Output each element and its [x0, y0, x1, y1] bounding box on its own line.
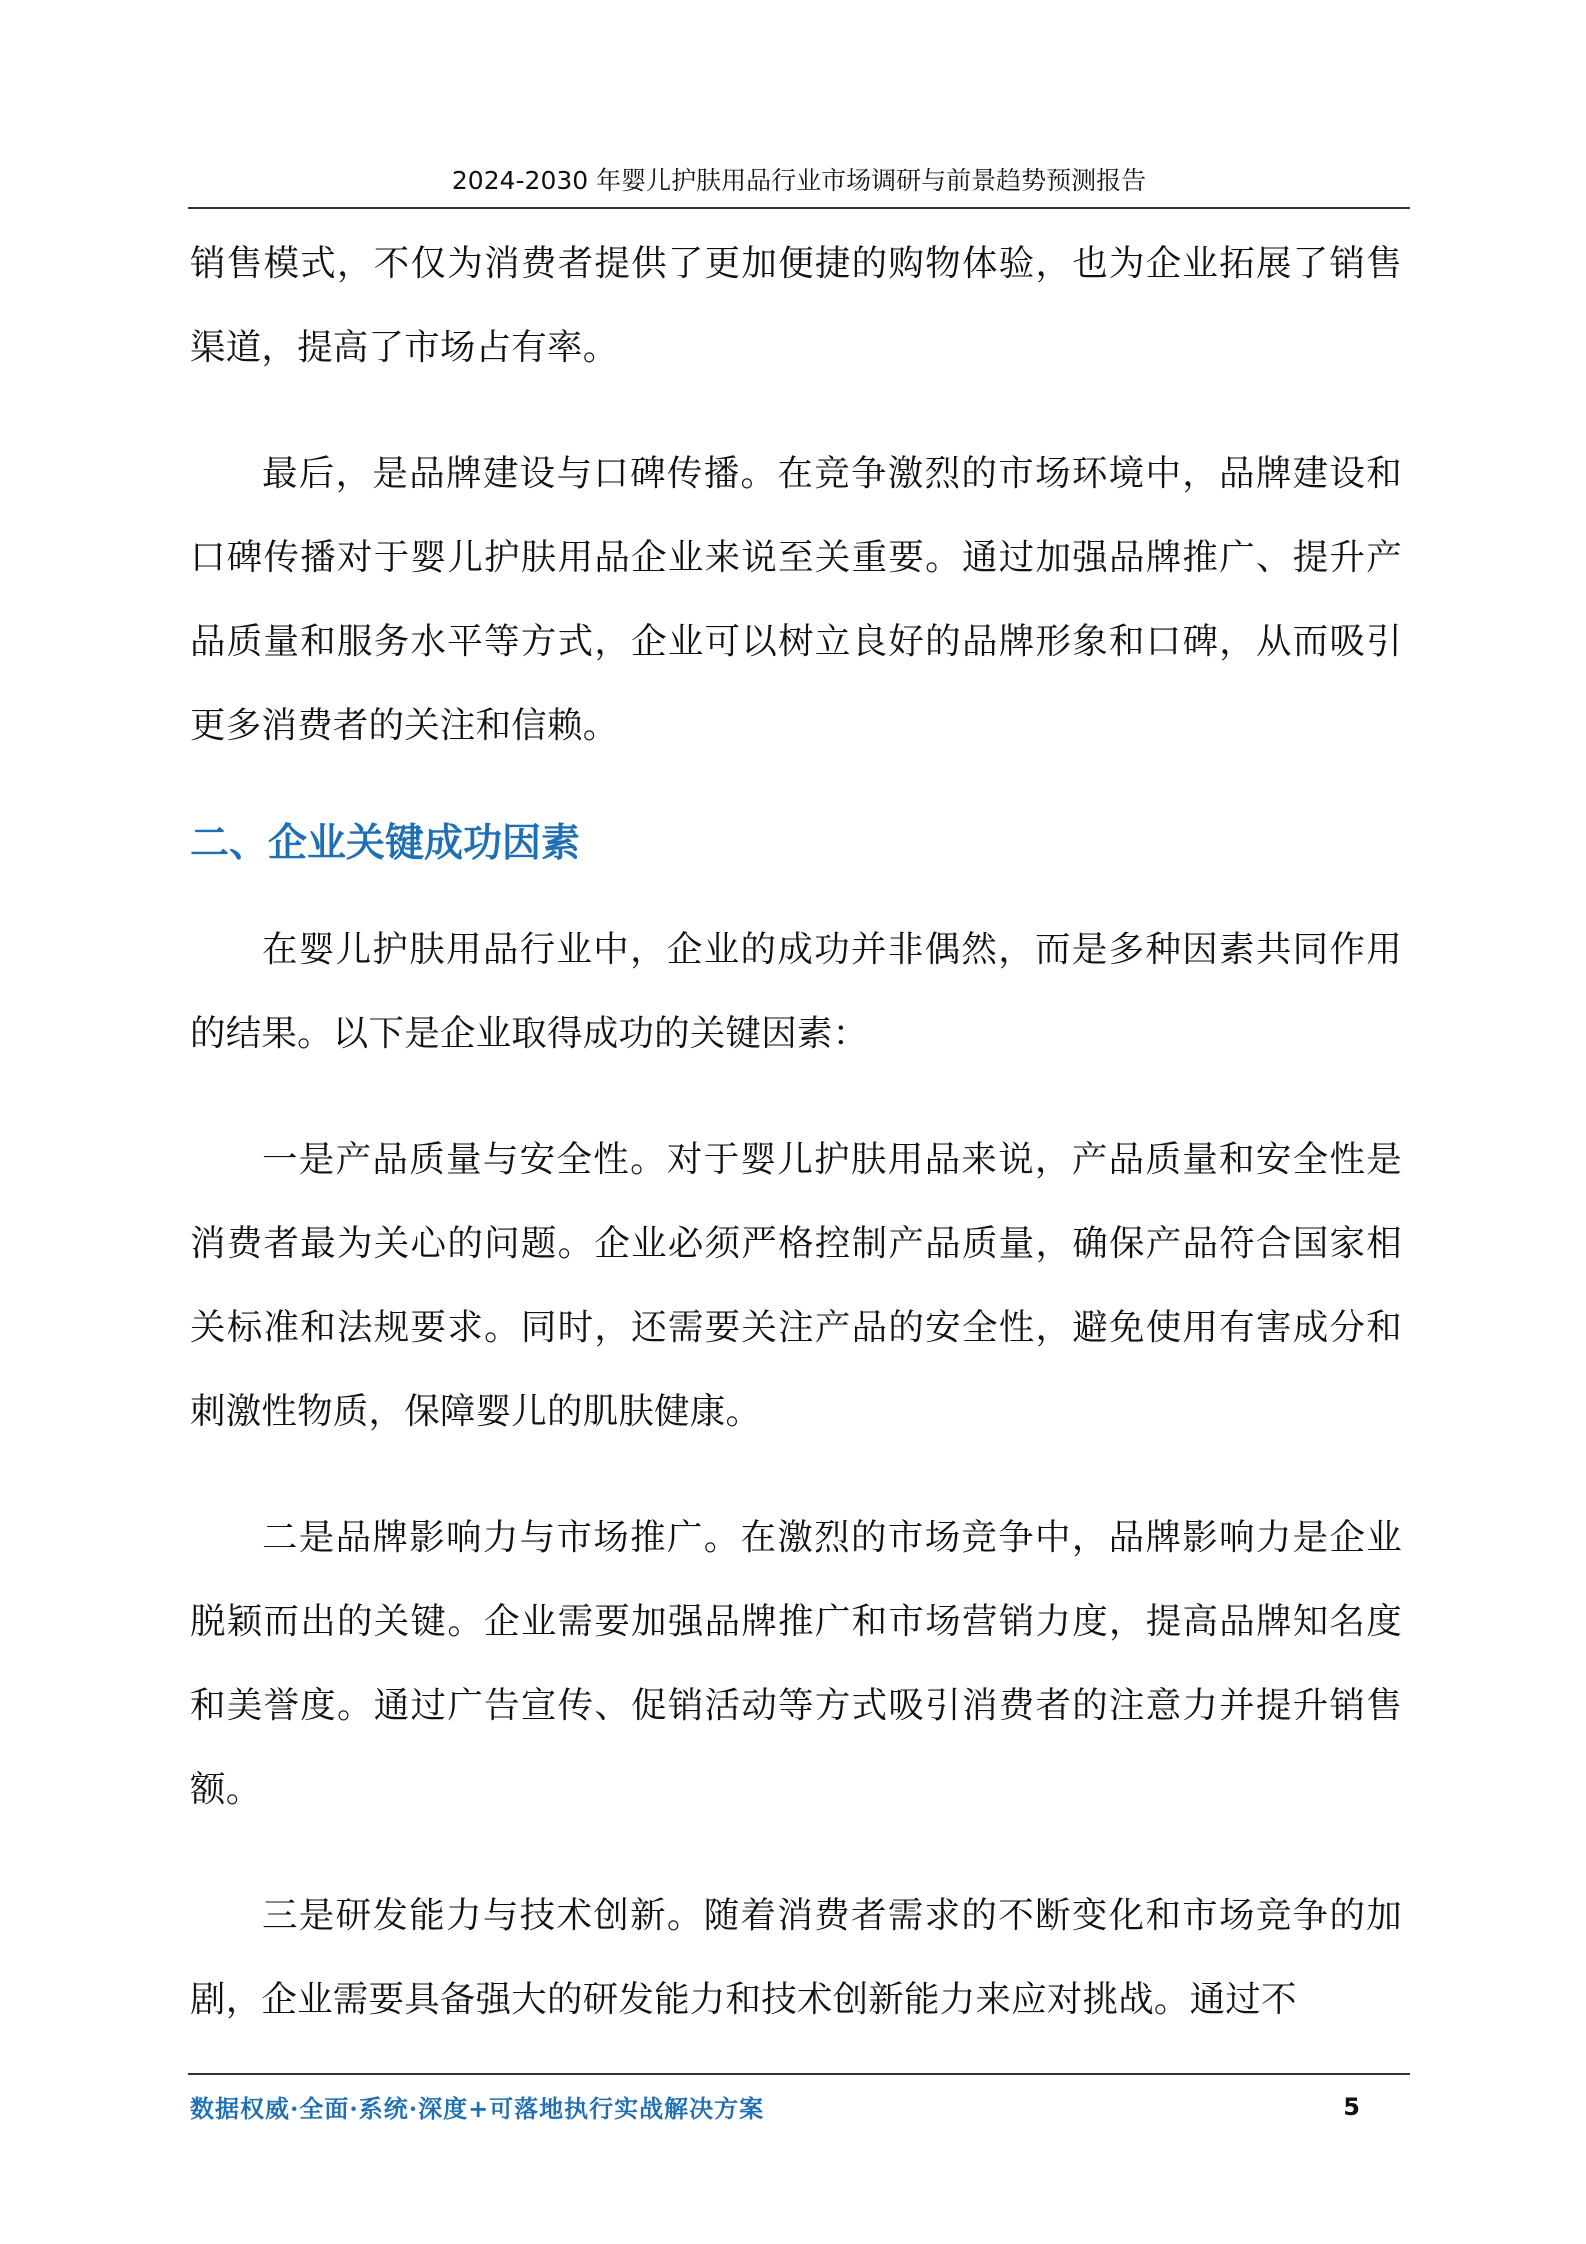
footer-divider: [188, 2073, 1410, 2075]
paragraph-gap: [190, 1832, 1402, 1874]
paragraph-brand-building: 最后，是品牌建设与口碑传播。在竞争激烈的市场环境中，品牌建设和口碑传播对于婴儿护肤用品企业来说至关重要。通过加强品牌推广、提升产品质量和服务水平等方式，企业可以树立良好的品牌形象和口碑，从而吸引更多消费者的关注和信赖。: [190, 453, 1402, 746]
header-divider: [188, 207, 1410, 209]
section-heading: 二、企业关键成功因素: [190, 821, 581, 866]
paragraph-gap: [190, 390, 1402, 432]
paragraph-gap: [190, 1076, 1402, 1118]
paragraph-brand-influence: 二是品牌影响力与市场推广。在激烈的市场竞争中，品牌影响力是企业脱颖而出的关键。企业需要加强品牌推广和市场营销力度，提高品牌知名度和美誉度。通过广告宣传、促销活动等方式吸引消费者的注意力并提升销售额。: [190, 1517, 1402, 1810]
page-number: 5: [1343, 2093, 1360, 2121]
report-title: 2024-2030 年婴儿护肤用品行业市场调研与前景趋势预测报告: [451, 166, 1147, 195]
paragraph-rd-innovation: 三是研发能力与技术创新。随着消费者需求的不断变化和市场竞争的加剧，企业需要具备强大的研发能力和技术创新能力来应对挑战。通过不: [190, 1895, 1402, 2020]
paragraph-gap: [190, 1454, 1402, 1496]
paragraph-sales-channels: 销售模式，不仅为消费者提供了更加便捷的购物体验，也为企业拓展了销售渠道，提高了市场占有率。: [190, 243, 1402, 368]
page-body: [190, 222, 1402, 2042]
paragraph-success-intro: 在婴儿护肤用品行业中，企业的成功并非偶然，而是多种因素共同作用的结果。以下是企业取得成功的关键因素：: [190, 929, 1402, 1054]
paragraph-quality-safety: 一是产品质量与安全性。对于婴儿护肤用品来说，产品质量和安全性是消费者最为关心的问题。企业必须严格控制产品质量，确保产品符合国家相关标准和法规要求。同时，还需要关注产品的安全性，避免使用有害成分和刺激性物质，保障婴儿的肌肤健康。: [190, 1139, 1402, 1432]
footer-slogan: 数据权威·全面·系统·深度+可落地执行实战解决方案: [190, 2094, 765, 2123]
